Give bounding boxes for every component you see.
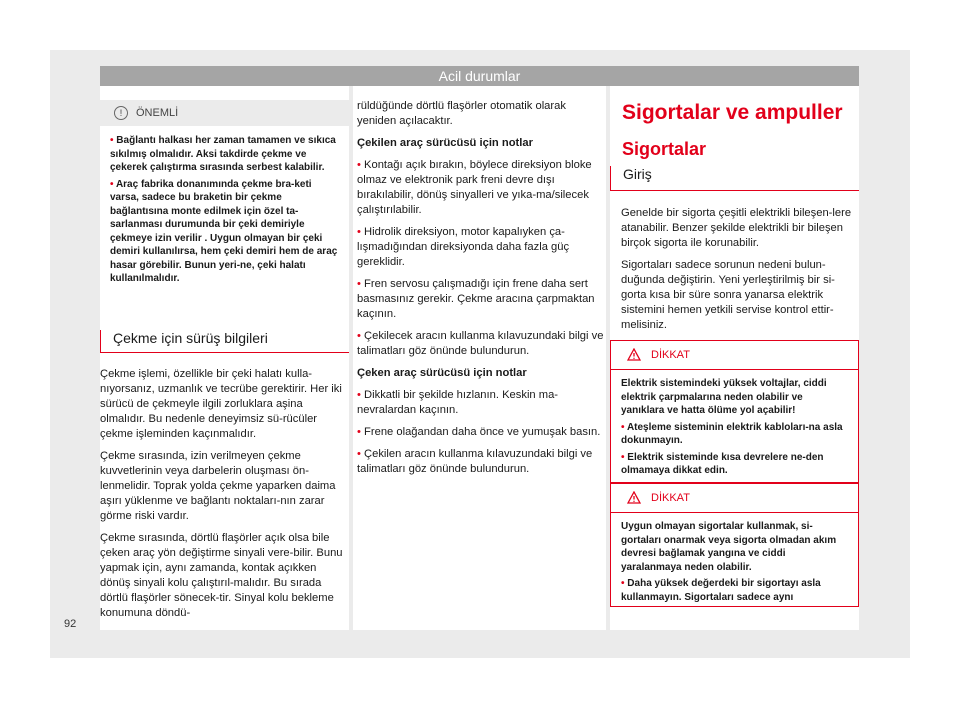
- section-title: Sigortalar: [622, 139, 707, 159]
- warning-lead: Elektrik sistemindeki yüksek voltajlar, ciddi elektrik çarpmalarına neden olabilir ve yanıklara ve hatta ölüme yol açabilir!: [621, 378, 827, 416]
- warning-header: [611, 484, 858, 513]
- notice-item: • Araç fabrika donanımında çekme bra-keti varsa, sadece bu braketin bir çekme bağlantısına monte edilmek için özel ta-sarlanması durumunda bir çeki demiriyle çekmeye izin verilir . Uygun olmayan bir çeki demiri kullanılırsa, hem çeki demiri hem de araç hasar görebilir. Bunun yeri-ne, çeki halatı kullanılmalıdır.: [110, 178, 338, 284]
- warning-lead: Uygun olmayan sigortalar kullanmak, si-gortaları onarmak veya sigorta olmadan akım devresi bağlamak yangına ve ciddi yaralanmaya neden olabilir.: [621, 521, 837, 573]
- warning-label: DİKKAT: [651, 492, 690, 504]
- subsection-title: Giriş: [610, 166, 859, 190]
- notice-box: [100, 100, 349, 289]
- notice-header: [100, 100, 349, 126]
- bullet-icon: •: [621, 421, 625, 433]
- column-right-headings: [622, 100, 859, 160]
- bullet-icon: •: [357, 389, 361, 401]
- notice-body: [100, 126, 349, 286]
- chapter-title: Sigortalar ve ampuller: [622, 101, 843, 124]
- list-item: • Çekilen aracın kullanma kılavuzundaki bilgi ve talimatları göz önünde bulundurun.: [357, 448, 593, 475]
- warning-body: [611, 513, 858, 613]
- bullet-icon: •: [357, 448, 361, 460]
- subheading: Çeken araç sürücüsü için notlar: [357, 367, 527, 379]
- notice-label: ÖNEMLİ: [136, 107, 179, 119]
- bullet-icon: •: [621, 578, 625, 589]
- column-middle-text: [357, 99, 606, 484]
- page-number: 92: [64, 618, 77, 630]
- info-icon: !: [114, 106, 128, 120]
- list-item: • Dikkatli bir şekilde hızlanın. Keskin ma-nevralardan kaçının.: [357, 389, 559, 416]
- list-item: • Hidrolik direksiyon, motor kapalıyken ça-lışmadığından direksiyonda daha fazla güç gereklidir.: [357, 226, 570, 268]
- warning-triangle-icon: [627, 348, 641, 361]
- warning-item: • Ateşleme sisteminin elektrik kabloları-na asla dokunmayın.: [621, 421, 843, 446]
- warning-header: [611, 341, 858, 370]
- paragraph: Çekme sırasında, dörtlü flaşörler açık olsa bile çeken araç yön değiştirme sinyali vere-bilir. Bunu yapmak için, aynı zamanda, kontak açıkken dönüş sinyali kolu çalıştırıl-malıdır. Bu sırada dörtlü flaşörler sönecek-tir. Sinyal kolu bekleme konumuna döndü-: [100, 532, 343, 619]
- list-item: • Frene olağandan daha önce ve yumuşak basın.: [357, 426, 601, 438]
- warning-item: • Daha yüksek değerdeki bir sigortayı asla kullanmayın. Sigortaları sadece aynı: [621, 578, 821, 603]
- warning-box: [610, 340, 859, 483]
- section-rule: [100, 352, 349, 353]
- notice-item: • Bağlantı halkası her zaman tamamen ve sıkıca sıkılmış olmalıdır. Aksi takdirde çekme ve çekerek çalıştırma sırasında serbest kalabilir.: [110, 135, 336, 173]
- list-item: • Kontağı açık bırakın, böylece direksiyon bloke olmaz ve elektronik park freni devre dışı bırakılabilir, dönüş sinyalleri ve yıka-ma/silecek çalıştırılabilir.: [357, 159, 592, 216]
- paragraph: Çekme işlemi, özellikle bir çeki halatı kulla-nıyorsanız, uzmanlık ve tecrübe gerektirir. Her iki sürücü de çekmeyle ilgili zorluklara aşina olmalıdır. Bu nedenle deneyimsiz sü-rücüler çekme işleminden kaçınmalıdır.: [100, 368, 342, 440]
- warning-item: • Elektrik sisteminde kısa devrelere ne-den olmamaya dikkat edin.: [621, 451, 824, 476]
- paragraph: Sigortaları sadece sorunun nedeni bulun-duğunda değiştirin. Yeni yerleştirilmiş bir si-gorta kısa bir süre sonra yanarsa elektrik sistemini hemen yetkili servise kontrol ettir-melisiniz.: [621, 259, 835, 331]
- bullet-icon: •: [621, 451, 625, 463]
- bullet-icon: •: [357, 159, 361, 171]
- paragraph: Genelde bir sigorta çeşitli elektrikli bileşen-lere atanabilir. Benzer şekilde elektrikli bir bileşen birçok sigorta ile korunabilir.: [621, 207, 852, 249]
- bullet-icon: •: [357, 330, 361, 342]
- page-header: Acil durumlar: [100, 66, 859, 86]
- section-rule: [610, 190, 859, 191]
- section-heading-block: [100, 330, 349, 353]
- bullet-icon: •: [110, 178, 114, 190]
- subheading: Çekilen araç sürücüsü için notlar: [357, 137, 533, 149]
- list-item: • Fren servosu çalışmadığı için frene daha sert basmasınız gerekir. Çekme aracına çarpmaktan kaçının.: [357, 278, 595, 320]
- paragraph: rüldüğünde dörtlü flaşörler otomatik olarak yeniden açılacaktır.: [357, 100, 566, 127]
- bullet-icon: •: [357, 226, 361, 238]
- intro-heading-block: [610, 166, 859, 191]
- warning-body: [611, 370, 858, 487]
- warning-triangle-icon: [627, 491, 641, 504]
- warning-box: [610, 483, 859, 607]
- paragraph: Çekme sırasında, izin verilmeyen çekme kuvvetlerinin veya darbelerin oluşması ön-lenmelidir. Toprak yolda çekme yaparken daima aşırı yüklenme ve bağlantı noktaları-nın zarar görme riski vardır.: [100, 450, 336, 522]
- section-title: Çekme için sürüş bilgileri: [100, 330, 349, 352]
- bullet-icon: •: [110, 135, 114, 146]
- bullet-icon: •: [357, 278, 361, 290]
- bullet-icon: •: [357, 426, 361, 438]
- list-item: • Çekilecek aracın kullanma kılavuzundaki bilgi ve talimatları göz önünde bulundurun.: [357, 330, 604, 357]
- column-right-text: [621, 206, 859, 340]
- warning-label: DİKKAT: [651, 349, 690, 361]
- column-left-text: [100, 367, 349, 628]
